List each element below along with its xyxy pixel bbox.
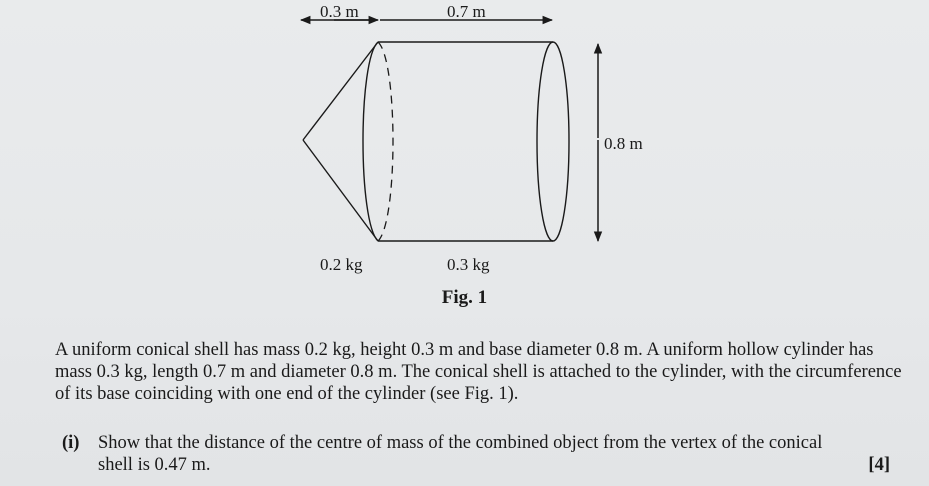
dim-diameter-label: 0.8 m: [604, 134, 643, 153]
part-text-line2: shell is 0.47 m.: [98, 455, 211, 475]
part-text-line1: Show that the distance of the centre of mass of the combined object from the vertex of the conical: [98, 433, 823, 453]
question-part-i: [62, 432, 890, 476]
marks-label: [4]: [868, 455, 890, 475]
cylinder-right-end: [537, 42, 569, 241]
cylinder-left-end-back: [378, 42, 393, 241]
cone-lower-edge: [303, 140, 378, 241]
dim-cylinder-length-label: 0.7 m: [447, 2, 486, 21]
dim-cone-length-label: 0.3 m: [320, 2, 359, 21]
question-stem: A uniform conical shell has mass 0.2 kg, height 0.3 m and base diameter 0.8 m. A uniform hollow cylinder has mass 0.3 kg, length 0.7 m and diameter 0.8 m. The conical shell is attached to the cylinder, with the circumference of its base coinciding with one end of the cylinder (see Fig. 1).: [55, 340, 902, 404]
mass-cylinder-label: 0.3 kg: [447, 255, 490, 274]
cone-upper-edge: [303, 42, 378, 140]
cylinder-left-end-front: [363, 42, 378, 241]
mass-cone-label: 0.2 kg: [320, 255, 363, 274]
figure-caption: Fig. 1: [441, 287, 488, 308]
part-number: (i): [62, 433, 80, 453]
